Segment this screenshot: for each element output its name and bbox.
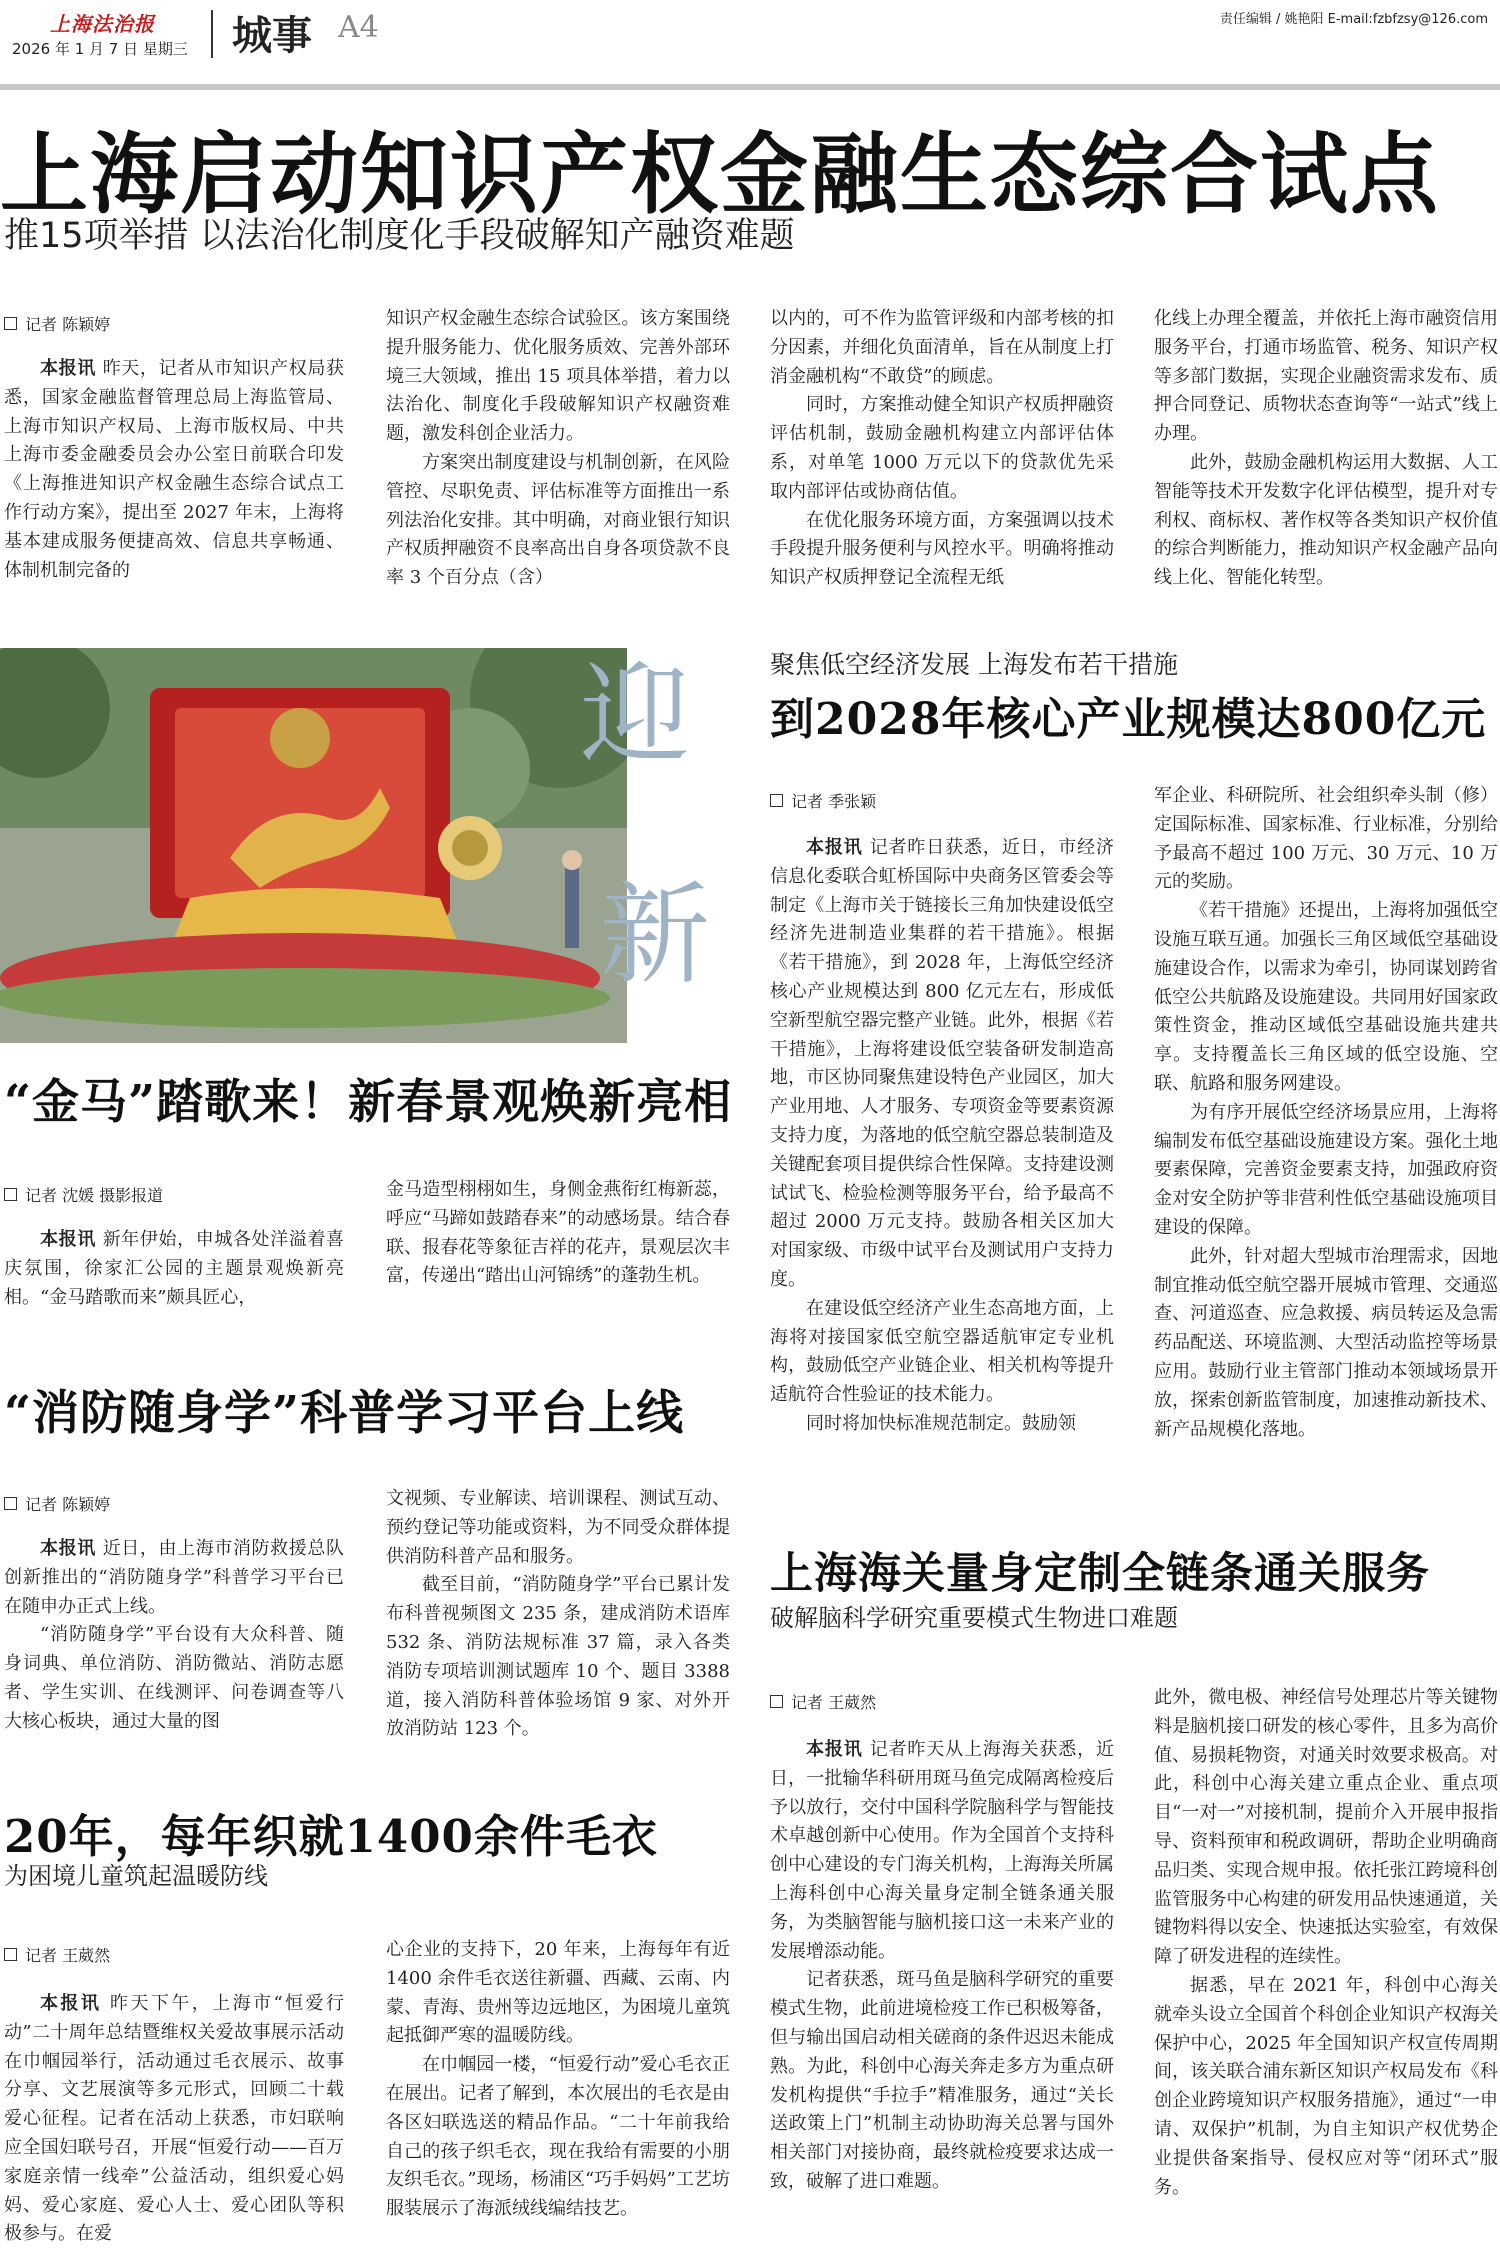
low-altitude-column-1: [770, 834, 1114, 1494]
fire-safety-column-2: [386, 1485, 730, 1745]
low-altitude-column-2: [1154, 782, 1498, 1494]
low-altitude-headline: 到2028年核心产业规模达800亿元: [770, 694, 1487, 745]
article-paragraph: 化线上办理全覆盖，并依托上海市融资信用服务平台，打通市场监管、税务、知识产权等多部门数据，实现企业融资需求发布、质押合同登记、质物状态查询等“一站式”线上办理。: [1154, 308, 1498, 445]
article-paragraph: 方案突出制度建设与机制创新，在风险管控、尽职免责、评估标准等方面推出一系列法治化安排。其中明确，对商业银行知识产权质押融资不良率高出自身各项贷款不良率 3 个百分点（含）: [386, 451, 730, 589]
dateline-lead: 本报讯: [40, 1993, 111, 2014]
lead-byline: 记者 陈颖婷: [4, 312, 110, 335]
lead-column-1: [4, 355, 344, 591]
golden-horse-column-2: [386, 1176, 730, 1316]
article-paragraph: 本报讯 近日，由上海市消防救援总队创新推出的“消防随身学”科普学习平台已在随申办正式上线。: [4, 1538, 344, 1617]
article-paragraph: 本报讯 昨天下午，上海市“恒爱行动”二十周年总结暨维权关爱故事展示活动在巾帼园举行，活动通过毛衣展示、故事分享、文艺展演等多元形式，回顾二十载爱心征程。记者在活动上获悉，市妇联响应全国妇联号召，开展“恒爱行动——百万家庭亲情一线牵”公益活动，组织爱心妈妈、爱心家庭、爱心人士、爱心团队等积极参与。在爱: [4, 1993, 344, 2245]
article-paragraph: 知识产权金融生态综合试验区。该方案围绕提升服务能力、优化服务质效、完善外部环境三大领域，推出 15 项具体举措，着力以法治化、制度化手段破解知识产权融资难题，激发科创企业活力。: [386, 308, 730, 445]
dateline-lead: 本报讯: [40, 1538, 103, 1559]
fire-safety-byline: 记者 陈颖婷: [4, 1492, 110, 1515]
golden-horse-headline: “金马”踏歌来！新春景观焕新亮相: [4, 1075, 733, 1130]
issue-date: 2026 年 1 月 7 日 星期三: [12, 40, 188, 58]
article-paragraph: 此外，针对超大型城市治理需求，因地制宜推动低空航空器开展城市管理、交通巡查、河道巡查、应急救援、病员转运及急需药品配送、环境监测、大型活动监控等场景应用。鼓励行业主管部门推动本领域场景开放，探索创新监管制度，加速推动新技术、新产品规模化落地。: [1154, 1245, 1498, 1440]
article-paragraph: 在优化服务环境方面，方案强调以技术手段提升服务便利与风控水平。明确将推动知识产权质押登记全流程无纸: [770, 509, 1114, 589]
masthead-divider: [211, 10, 213, 58]
customs-subheadline: 破解脑科学研究重要模式生物进口难题: [770, 1604, 1178, 1632]
photo-caption-char-1: 迎: [580, 651, 690, 779]
sweaters-column-2: [386, 1936, 730, 2248]
article-paragraph: 本报讯 新年伊始，申城各处洋溢着喜庆氛围，徐家汇公园的主题景观焕新亮相。“金马踏歌而来”颇具匠心，: [4, 1229, 344, 1308]
customs-column-1: [770, 1736, 1114, 2248]
article-paragraph: 军企业、科研院所、社会组织牵头制（修）定国际标准、国家标准、行业标准，分别给予最高不超过 100 万元、30 万元、10 万元的奖励。: [1154, 785, 1498, 893]
dateline-lead: 本报讯: [40, 358, 103, 379]
article-paragraph: 本报讯 记者昨日获悉，近日，市经济信息化委联合虹桥国际中央商务区管委会等制定《上海市关于链接长三角加快建设低空经济先进制造业集群的若干措施》。根据《若干措施》，到 2028 年，上海低空经济核心产业规模达到 800 亿元左右，形成低空新型航空器完整产业链。此外，根据《若干措施》，上海将建设低空装备研发制造高地，市区协同聚焦建设特色产业园区，加大产业用地、人才服务、专项资金等要素资源支持力度，为落地的低空航空器总装制造及关键配套项目提供综合性保障。支持建设测试试飞、检验检测等服务平台，给予最高不超过 2000 万元支持。鼓励各相关区加大对国家级、市级中试平台及测试用户支持力度。: [770, 837, 1114, 1290]
lead-column-4: [1154, 305, 1498, 591]
sweaters-headline: 20年，每年织就1400余件毛衣: [4, 1810, 658, 1863]
fire-safety-column-1: [4, 1535, 344, 1745]
article-paragraph: 本报讯 记者昨天从上海海关获悉，近日，一批输华科研用斑马鱼完成隔离检疫后予以放行，交付中国科学院脑科学与智能技术卓越创新中心使用。作为全国首个支持科创中心建设的专门海关机构，上海海关所属上海科创中心海关量身定制全链条通关服务，为类脑智能与脑机接口这一未来产业的发展增添动能。: [770, 1739, 1114, 1962]
lead-subheadline: 推15项举措 以法治化制度化手段破解知产融资难题: [4, 216, 795, 256]
page-number: A4: [338, 10, 379, 45]
dateline-lead: 本报讯: [806, 837, 870, 858]
golden-horse-column-1: [4, 1226, 344, 1316]
article-paragraph: 文视频、专业解读、培训课程、测试互动、预约登记等功能或资料，为不同受众群体提供消防科普产品和服务。: [386, 1488, 730, 1567]
top-rule: [0, 84, 1500, 90]
article-paragraph: 金马造型栩栩如生，身侧金燕衔红梅新蕊，呼应“马蹄如鼓踏春来”的动感场景。结合春联、报春花等象征吉祥的花卉，景观层次丰富，传递出“踏出山河锦绣”的蓬勃生机。: [386, 1179, 730, 1287]
customs-column-2: [1154, 1684, 1498, 2248]
article-paragraph: 心企业的支持下，20 年来，上海每年有近 1400 余件毛衣送往新疆、西藏、云南、内蒙、青海、贵州等边远地区，为困境儿童筑起抵御严寒的温暖防线。: [386, 1939, 730, 2047]
lead-headline: 上海启动知识产权金融生态综合试点: [0, 122, 1441, 226]
article-paragraph: 截至目前，“消防随身学”平台已累计发布科普视频图文 235 条，建成消防术语库 532 条、消防法规标准 37 篇，录入各类消防专项培训测试题库 10 个、题目 3388 道，接入消防科普体验场馆 9 家、对外开放消防站 123 个。: [386, 1574, 730, 1740]
article-paragraph: 《若干措施》还提出，上海将加强低空设施互联互通。加强长三角区域低空基础设施建设合作，以需求为牵引，协同谋划跨省低空公共航路及设施建设。共同用好国家政策性资金，推动区域低空基础设施共建共享。支持覆盖长三角区域的低空设施、空联、航路和服务网建设。: [1154, 900, 1498, 1094]
sweaters-subheadline: 为困境儿童筑起温暖防线: [4, 1862, 268, 1890]
article-paragraph: 在建设低空经济产业生态高地方面，上海将对接国家低空航空器适航审定专业机构，鼓励低空产业链企业、相关机构等提升适航符合性验证的技术能力。: [770, 1297, 1114, 1406]
new-year-display-photo: [0, 648, 627, 1043]
newspaper-logo: 上海法治报: [50, 12, 155, 36]
article-paragraph: 同时将加快标准规范制定。鼓励领: [806, 1412, 1076, 1434]
article-paragraph: 据悉，早在 2021 年，科创中心海关就牵头设立全国首个科创企业知识产权海关保护中心，2025 年全国知识产权宣传周期间，该关联合浦东新区知识产权局发布《科创企业跨境知识产权服务措施》，通过“一申请、双保护”机制，为自主知识产权优势企业提供备案指导、侵权应对等“闭环式”服务。: [1154, 1974, 1498, 2198]
dateline-lead: 本报讯: [806, 1739, 870, 1760]
fire-safety-headline: “消防随身学”科普学习平台上线: [4, 1386, 685, 1441]
article-paragraph: 此外，鼓励金融机构运用大数据、人工智能等技术开发数字化评估模型，提升对专利权、商标权、著作权等各类知识产权价值的综合判断能力，推动知识产权金融产品向线上化、智能化转型。: [1154, 451, 1498, 589]
golden-horse-byline: 记者 沈媛 摄影报道: [4, 1183, 163, 1206]
article-paragraph: 在巾帼园一楼，“恒爱行动”爱心毛衣正在展出。记者了解到，本次展出的毛衣是由各区妇联选送的精品作品。“二十年前我给自己的孩子织毛衣，现在我给有需要的小朋友织毛衣。”现场，杨浦区“巧手妈妈”工艺坊服装展示了海派绒线编结技艺。: [386, 2054, 730, 2220]
section-name: 城事: [232, 13, 312, 59]
sweaters-byline: 记者 王葳然: [4, 1943, 110, 1966]
low-altitude-kicker: 聚焦低空经济发展 上海发布若干措施: [770, 650, 1178, 679]
sweaters-column-1: [4, 1990, 344, 2248]
article-paragraph: 以内的，可不作为监管评级和内部考核的扣分因素，并细化负面清单，旨在从制度上打消金融机构“不敢贷”的顾虑。: [770, 308, 1114, 387]
article-paragraph: 此外，微电极、神经信号处理芯片等关键物料是脑机接口研发的核心零件，且多为高价值、易损耗物资，对通关时效要求极高。对此，科创中心海关建立重点企业、重点项目“一对一”对接机制，提前介入开展申报指导、资料预审和税政调研，帮助企业明确商品归类、实现合规申报。依托张江跨境科创监管服务中心构建的研发用品快速通道，关键物料得以安全、快速抵达实验室，有效保障了研发进程的连续性。: [1154, 1687, 1498, 1968]
article-paragraph: 同时，方案推动健全知识产权质押融资评估机制，鼓励金融机构建立内部评估体系，对单笔 1000 万元以下的贷款优先采取内部评估或协商估值。: [770, 394, 1114, 502]
article-paragraph: 记者获悉，斑马鱼是脑科学研究的重要模式生物，此前进境检疫工作已积极筹备，但与输出国启动相关磋商的条件迟迟未能成熟。为此，科创中心海关奔走多方为重点研发机构提供“手拉手”精准服务，通过“关长送政策上门”机制主动协助海关总署与国外相关部门对接协商，最终就检疫要求达成一致，破解了进口难题。: [770, 1969, 1114, 2192]
article-paragraph: “消防随身学”平台设有大众科普、随身词典、单位消防、消防微站、消防志愿者、学生实训、在线测评、问卷调查等八大核心板块，通过大量的图: [4, 1624, 344, 1732]
article-paragraph: 本报讯 昨天，记者从市知识产权局获悉，国家金融监督管理总局上海监管局、上海市知识产权局、上海市版权局、中共上海市委金融委员会办公室日前联合印发《上海推进知识产权金融生态综合试点工作行动方案》，提出至 2027 年末，上海将基本建成服务便捷高效、信息共享畅通、体制机制完备的: [4, 358, 344, 581]
dateline-lead: 本报讯: [40, 1229, 103, 1250]
low-altitude-byline: 记者 季张颖: [770, 789, 876, 812]
editor-info: 责任编辑 / 姚艳阳 E-mail:fzbfzsy@126.com: [1219, 12, 1488, 27]
customs-byline: 记者 王葳然: [770, 1690, 876, 1713]
lead-column-2: [386, 305, 730, 591]
lead-column-3: [770, 305, 1114, 591]
photo-illustration: [0, 648, 627, 1043]
article-paragraph: 为有序开展低空经济场景应用，上海将编制发布低空基础设施建设方案。强化土地要素保障，完善资金要素支持，加强政府资金对安全防护等非营利性低空基础设施项目建设的保障。: [1154, 1101, 1498, 1238]
photo-caption-char-2: 新: [600, 871, 710, 999]
customs-headline: 上海海关量身定制全链条通关服务: [770, 1549, 1430, 1599]
